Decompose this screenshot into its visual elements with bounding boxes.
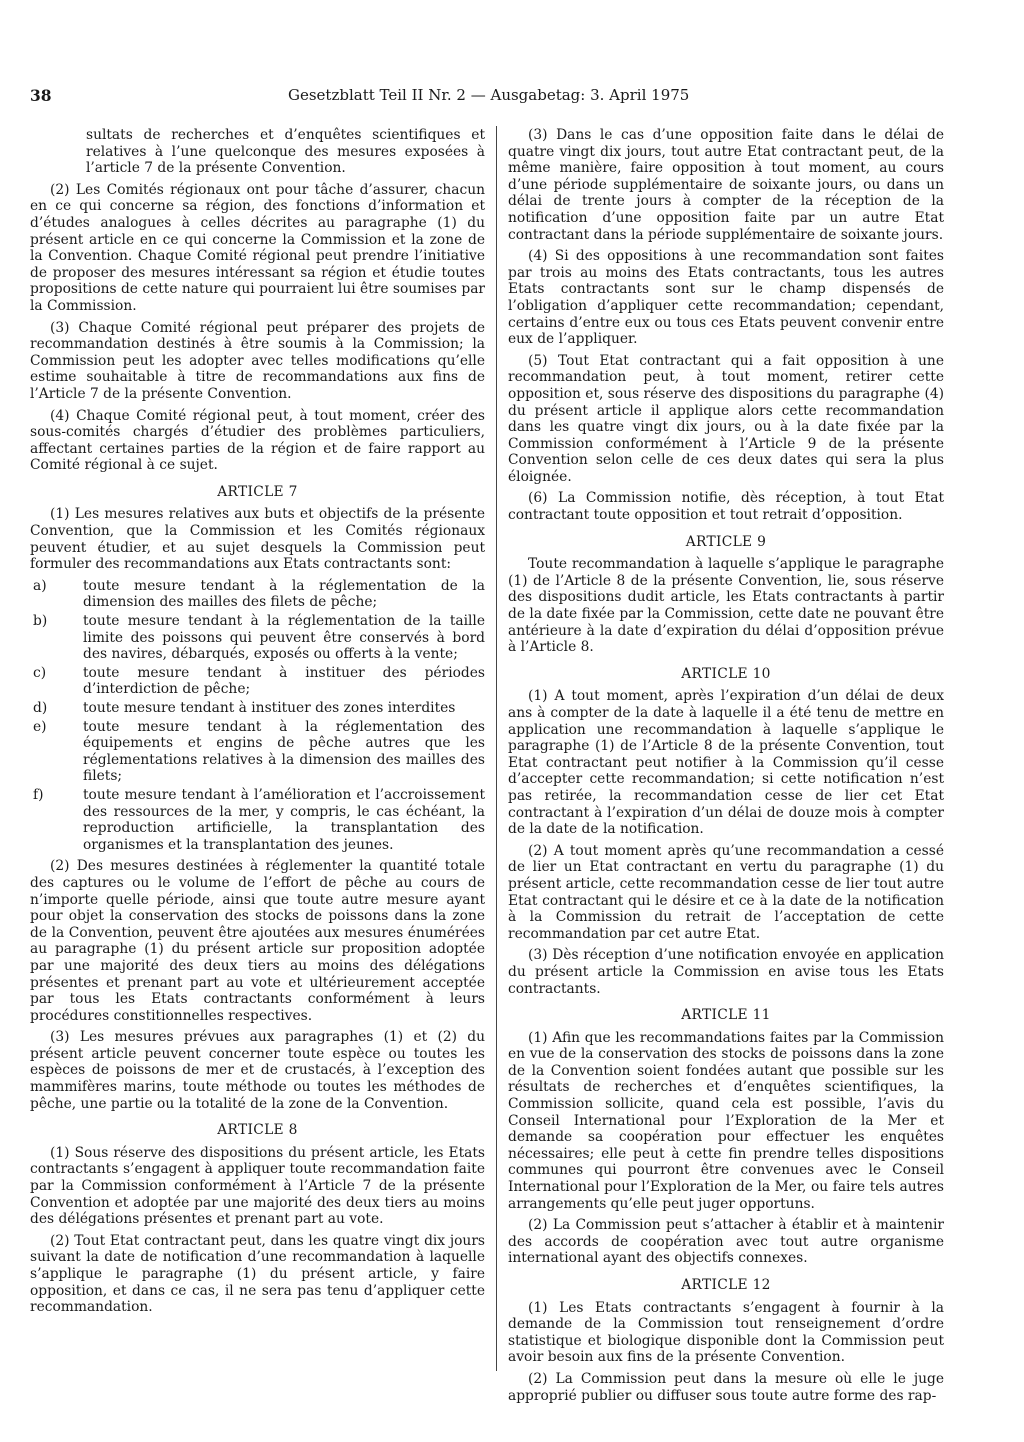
item-marker: e) bbox=[33, 718, 47, 735]
list-item bbox=[30, 787, 485, 853]
paragraph: (4) Si des oppositions à une recommandation sont faites par trois au moins des Etats contractants, tous les autres Etats contractants sont sur le champ dispensés de l’obligation d’appliquer cette recommandation; cependant, certains d’entre eux ou tous ces Etats peuvent convenir entre eux de l’appliquer. bbox=[508, 248, 944, 348]
list-item bbox=[30, 665, 485, 698]
paragraph: (2) Les Comités régionaux ont pour tâche d’assurer, chacun en ce qui concerne sa région, des fonctions d’information et d’études analogues à celles décrites au paragraphe (1) du présent article en ce qui concerne la Commission et la zone de la Convention. Chaque Comité régional peut prendre l’initiative de proposer des mesures intéressant sa région et étudie toutes propositions de cette nature qui pourraient lui être soumises par la Commission. bbox=[30, 181, 486, 314]
item-marker: c) bbox=[33, 664, 47, 681]
page-header bbox=[30, 86, 996, 112]
item-marker: f) bbox=[33, 786, 44, 803]
page-number: 38 bbox=[30, 86, 52, 105]
article-10-heading: ARTICLE 10 bbox=[681, 665, 771, 682]
paragraph: (2) A tout moment après qu’une recommandation a cessé de lier un Etat contractant en vertu du paragraphe (1) du présent article, cette recommandation cesse de lier tout autre Etat contractant qui le désire et ce à la date de la notification à la Commission du retrait de l’acceptation de cette recommandation par cet autre Etat. bbox=[508, 842, 944, 942]
item-text: toute mesure tendant à la réglementation des équipements et engins de pêche autres que les réglementations relatives à la dimension des mailles des filets; bbox=[83, 718, 485, 785]
list-item bbox=[30, 578, 485, 611]
item-marker: d) bbox=[33, 700, 48, 716]
left-column bbox=[30, 127, 485, 1321]
item-text: toute mesure tendant à instituer des périodes d’interdiction de pêche; bbox=[83, 664, 485, 698]
item-marker: a) bbox=[33, 577, 47, 594]
paragraph: (2) Des mesures destinées à réglementer la quantité totale des captures ou le volume de l’effort de pêche au cours de n’importe quelle période, ainsi que toute autre mesure ayant pour objet la conservation des stocks de poissons dans la zone de la Convention, peuvent être ajoutées aux mesures énumérées au paragraphe (1) du présent article sur proposition adoptée par une majorité des deux tiers au moins des délégations présentes et prenant part au vote et ultérieurement acceptée par tous les Etats contractants conformément à leurs procédures constitionnelles respectives. bbox=[30, 858, 485, 1024]
running-title: Gesetzblatt Teil II Nr. 2 — Ausgabetag: 3. April 1975 bbox=[288, 86, 690, 104]
paragraph: (6) La Commission notifie, dès réception, à tout Etat contractant toute opposition et tout retrait d’opposition. bbox=[508, 490, 944, 524]
paragraph: (2) La Commission peut dans la mesure où elle le juge approprié publier ou diffuser sous toute autre forme des rap- bbox=[508, 1370, 944, 1404]
item-text: toute mesure tendant à l’amélioration et l’accroissement des ressources de la mer, y compris, le cas échéant, la reproduction artificielle, la transplantation des organismes et la transplantation des jeunes. bbox=[83, 786, 485, 853]
column-divider bbox=[496, 126, 497, 1371]
paragraph: (3) Les mesures prévues aux paragraphes (1) et (2) du présent article peuvent concerner toute espèce ou toutes les espèces de poissons de mer et de crustacés, à l’exception des mammifères marins, toute méthode ou toutes les méthodes de pêche, une partie ou la totalité de la zone de la Convention. bbox=[30, 1029, 485, 1112]
paragraph: (4) Chaque Comité régional peut, à tout moment, créer des sous-comités chargés d’étudier des problèmes particuliers, affectant certaines parties de la région et de faire rapport au Comité régional à ce sujet. bbox=[30, 407, 485, 474]
list-item bbox=[30, 613, 485, 663]
paragraph: (3) Dans le cas d’une opposition faite dans le délai de quatre vingt dix jours, tout autre Etat contractant peut, de la même manière, faire opposition à tout moment, au cours d’une période supplémentaire de soixante jours, ou dans un délai de trente jours à compter de la réception de la notification d’une opposition faite par un autre Etat contractant dans la période supplémentaire de soixante jours. bbox=[508, 127, 944, 243]
paragraph: sultats de recherches et d’enquêtes scientifiques et relatives à l’une quelconque des mesures exposées à l’article 7 de la présente Convention. bbox=[86, 127, 485, 177]
item-marker: b) bbox=[33, 613, 48, 630]
paragraph: (3) Chaque Comité régional peut préparer des projets de recommandation destinés à être soumis à la Commission; la Commission peut les adopter avec telles modifications qu’elle estime souhaitable à titre de recommandations aux fins de l’Article 7 de la présente Convention. bbox=[30, 319, 485, 402]
article-11-heading: ARTICLE 11 bbox=[681, 1007, 771, 1024]
paragraph: Toute recommandation à laquelle s’applique le paragraphe (1) de l’Article 8 de la présente Convention, lie, sous réserve des dispositions dudit article, les Etats contractants à partir de la date fixée par la Commission, cette date ne pouvant être antérieure à la date d’expiration du délai d’opposition prévue à l’Article 8. bbox=[508, 556, 944, 656]
article-9-heading: ARTICLE 9 bbox=[685, 533, 767, 550]
paragraph: (1) Afin que les recommandations faites par la Commission en vue de la conservation des stocks de poissons dans la zone de la Convention soient fondées autant que possible sur les résultats de recherches et d’enquêtes scientifiques, la Commission sollicite, quand cela est possible, l’avis du Conseil International pour l’Exploration de la Mer et demande sa coopération pour effectuer les enquêtes nécessaires; elle peut à cette fin prendre telles dispositions communes qui pourront être convenues avec le Conseil International pour l’Exploration de la Mer, ou faire tels autres arrangements qu’elle peut juger opportuns. bbox=[508, 1029, 944, 1212]
measures-list bbox=[30, 578, 485, 854]
list-item bbox=[30, 719, 485, 785]
paragraph: (2) La Commission peut s’attacher à établir et à maintenir des accords de coopération avec tout autre organisme international ayant des objectifs connexes. bbox=[508, 1217, 944, 1267]
article-7-heading: ARTICLE 7 bbox=[217, 483, 298, 500]
paragraph: (1) Les Etats contractants s’engagent à fournir à la demande de la Commission tout renseignement d’ordre statistique et biologique disponible dont la Commission peut avoir besoin aux fins de la présente Convention. bbox=[508, 1299, 944, 1366]
item-text: toute mesure tendant à instituer des zones interdites bbox=[83, 700, 456, 716]
article-12-heading: ARTICLE 12 bbox=[681, 1277, 771, 1293]
item-text: toute mesure tendant à la réglementation de la dimension des mailles des filets de pêche; bbox=[83, 577, 485, 611]
paragraph: (1) Les mesures relatives aux buts et objectifs de la présente Convention, que la Commission et les Comités régionaux peuvent étudier, et au sujet desquels la Commission peut formuler des recommandations aux Etats contractants sont: bbox=[30, 506, 485, 573]
list-item bbox=[30, 700, 485, 717]
article-8-heading: ARTICLE 8 bbox=[217, 1122, 298, 1139]
paragraph: (1) Sous réserve des dispositions du présent article, les Etats contractants s’engagent à appliquer toute recommandation faite par la Commission conformément à l’Article 7 de la présente Convention et adoptée par une majorité des deux tiers au moins des délégations présentes et prenant part au vote. bbox=[30, 1144, 485, 1228]
item-text: toute mesure tendant à la réglementation de la taille limite des poissons qui peuvent être conservés à bord des navires, débarqués, exposés ou offerts à la vente; bbox=[83, 613, 485, 663]
paragraph: (1) A tout moment, après l’expiration d’un délai de deux ans à compter de la date à laquelle il a été tenu de mettre en application une recommandation à laquelle s’applique le paragraphe (1) de l’Article 8 de la présente Convention, tout Etat contractant peut notifier à la Commission qu’il cesse d’accepter cette recommandation; si cette notification n’est pas retirée, la recommandation cesse de lier cet Etat contractant à l’expiration d’un délai de douze mois à compter de la date de la notification. bbox=[508, 688, 944, 838]
right-column bbox=[508, 127, 944, 1409]
paragraph: (2) Tout Etat contractant peut, dans les quatre vingt dix jours suivant la date de notification d’une recommandation à laquelle s’applique le paragraphe (1) du présent article, y faire opposition, et dans ce cas, il ne sera pas tenu d’appliquer cette recommandation. bbox=[30, 1232, 485, 1316]
paragraph: (3) Dès réception d’une notification envoyée en application du présent article la Commission en avise tous les Etats contractants. bbox=[508, 947, 944, 997]
paragraph: (5) Tout Etat contractant qui a fait opposition à une recommandation peut, à tout moment, retirer cette opposition et, sous réserve des dispositions du paragraphe (4) du présent article il applique alors cette recommandation dans les quatre vingt dix jours, ou à la date fixée par la Commission conformément à l’Article 9 de la présente Convention selon celle de ces deux dates qui sera la plus éloignée. bbox=[508, 352, 944, 485]
